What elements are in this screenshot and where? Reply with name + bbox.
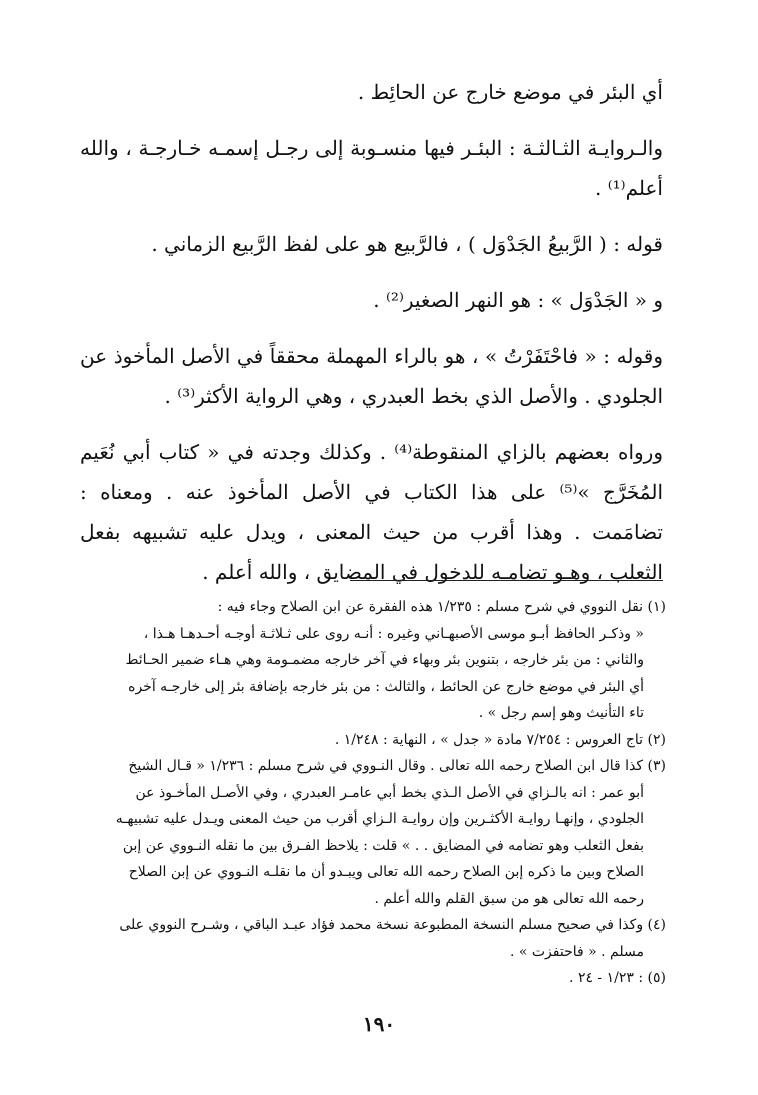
- footnote-separator: [350, 580, 663, 581]
- footnotes: [90, 594, 666, 992]
- footnote-line: رحمه الله تعالى هو من سبق القلم والله أعلم .: [374, 890, 644, 907]
- footnote-5: [90, 965, 666, 992]
- paragraph-4: و « الجَدْوَل » : هو النهر الصغير⁽²⁾ .: [373, 288, 663, 312]
- footnote-line: (٥) : ١/٢٣ - ٢٤ .: [569, 970, 666, 986]
- footnote-line: أي البئر في موضع خارج عن الحائط ، والثالث : من بئر خارجه بإضافة بئر إلى خارجـه آخره: [128, 678, 644, 695]
- footnote-line: « وذكـر الحافظ أبـو موسى الأصبهـاني وغيره : أنـه روى على ثـلاثـة أوجـه أحـدهـا هـذا ،: [143, 625, 644, 642]
- footnote-2: [90, 727, 666, 754]
- paragraph-6: ورواه بعضهم بالزاي المنقوطة⁽⁴⁾ . وكذلك وجدته في « كتاب أبي نُعَيم المُخَرَّج »⁽⁵⁾ على هذا الكتاب في الأصل المأخوذ عنه . ومعناه : تضامَمت . وهذا أقرب من حيث المعنى ، ويدل عليه تشبيهه بفعل الثعلب ، وهـو تضامـه للدخول في المضايق ، والله أعلم .: [80, 440, 664, 584]
- paragraph-3: قوله : ( الرَّبيعُ الجَدْوَل ) ، فالرَّبيع هو على لفظ الرَّبيع الزماني .: [151, 232, 663, 256]
- footnote-line: والثاني : من بئر خارجه ، بتنوين بئر وبهاء في آخر خارجه مضمـومة وهي هـاء ضمير الحـائط: [125, 652, 644, 668]
- footnote-4: [90, 912, 666, 965]
- footnote-line: أبو عمر : انه بالـزاي في الأصل الـذي بخط أبي عامـر العبدري ، وفي الأصـل المأخـوذ عن: [135, 784, 644, 801]
- paragraph-5: وقوله : « فاحْتَفَرْتُ » ، هو بالراء المهملة محققاً في الأصل المأخوذ عن الجلودي . والأصل الذي بخط العبدري ، وهي الرواية الأكثر⁽³⁾ .: [80, 344, 663, 408]
- footnote-line: (٤) وكذا في صحيح مسلم النسخة المطبوعة نسخة محمد فؤاد عبـد الباقي ، وشـرح النووي على: [119, 917, 666, 933]
- main-text: [80, 72, 663, 592]
- footnote-3: [90, 753, 666, 912]
- footnote-line: (١) نقل النووي في شرح مسلم : ١/٢٣٥ هذه الفقرة عن ابن الصلاح وجاء فيه :: [217, 599, 666, 615]
- paragraph-2: والـروايـة الثـالثـة : البئـر فيها منسـوبة إلى رجـل إسمـه خـارجـة ، والله أعلم⁽¹⁾ .: [80, 136, 663, 200]
- footnote-line: مسلم . « فاحتفزت » .: [509, 943, 644, 960]
- footnote-line: (٣) كذا قال ابن الصلاح رحمه الله تعالى . وقال النـووي في شرح مسلم : ١/٢٣٦ « قـال الشيخ: [128, 758, 666, 774]
- footnote-line: بفعل الثعلب وهو تضامه في المضايق . . » قلت : يلاحظ الفـرق بين ما نقله النـووي عن إبن: [122, 837, 644, 854]
- footnote-line: الصلاح وبين ما ذكره إبن الصلاح رحمه الله تعالى ويبـدو أن ما نقلـه النـووي عن إبن الصلاح: [128, 864, 644, 880]
- footnote-1: [90, 594, 666, 727]
- footnote-line: الجلودي ، وإنهـا روايـة الأكثـرين وإن روايـة الـزاي أقرب من حيث المعنى ويـدل عليه تشبيهـه: [115, 811, 644, 827]
- footnote-line: (٢) تاج العروس : ٧/٢٥٤ مادة « جدل » ، النهاية : ١/٢٤٨ .: [334, 731, 666, 748]
- page-number: ١٩٠: [362, 1012, 396, 1036]
- paragraph-1: أي البئر في موضع خارج عن الحائِط .: [357, 80, 663, 104]
- footnote-line: تاء التأنيث وهو إسم رجل » .: [478, 705, 644, 721]
